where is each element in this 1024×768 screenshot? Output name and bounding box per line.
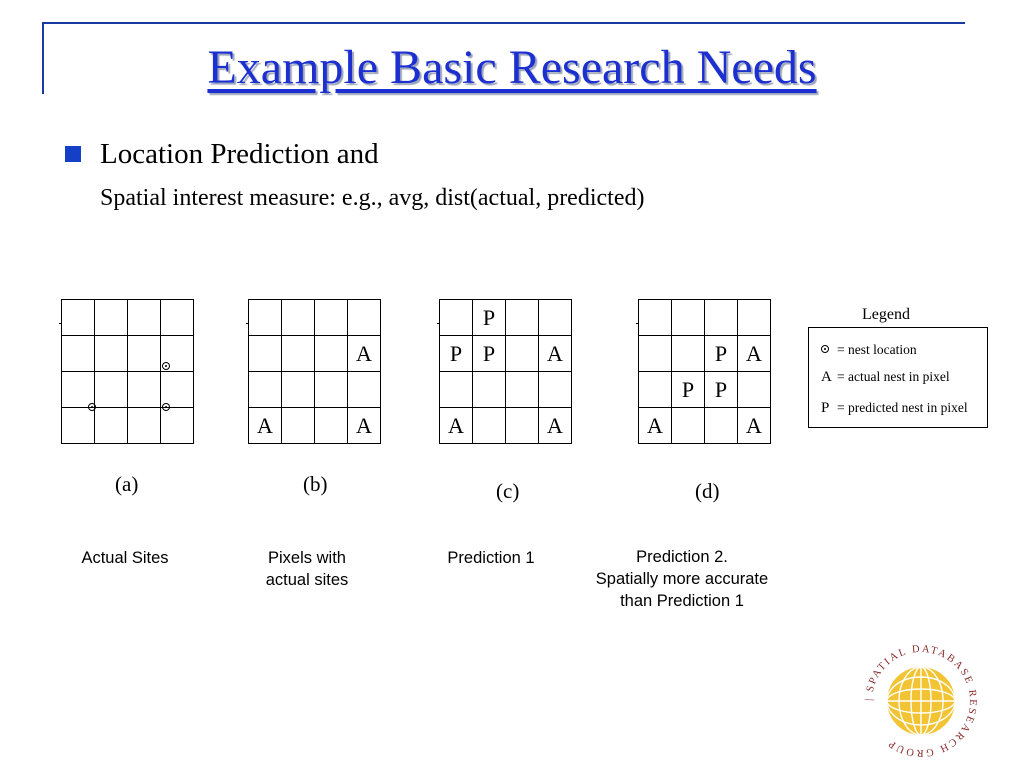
grid-cell (440, 300, 473, 336)
nest-icon (821, 344, 837, 354)
grid-cell (161, 408, 194, 444)
grid-cell (95, 300, 128, 336)
grid-cell: P (705, 372, 738, 408)
description-line: Prediction 2. (636, 548, 728, 566)
grid-cell (249, 372, 282, 408)
grid-cell (128, 336, 161, 372)
caption-c: (c) (496, 479, 520, 503)
description-a (55, 547, 195, 569)
grid-cell (639, 336, 672, 372)
grid-cell: A (440, 408, 473, 444)
bullet-square-icon (65, 146, 81, 162)
grid-cell (738, 372, 771, 408)
grid-cell (95, 372, 128, 408)
sub-bullet-text: Spatial interest measure: e.g., avg, dist(actual, predicted) (100, 185, 645, 211)
grid-cell: A (348, 408, 381, 444)
legend-symbol: A (821, 369, 832, 385)
caption-b: (b) (303, 472, 328, 496)
grid-cell (315, 408, 348, 444)
grid-cell (315, 300, 348, 336)
caption-d: (d) (695, 479, 720, 503)
nest-icon (162, 403, 170, 411)
grid-cell (128, 408, 161, 444)
grid-cell (705, 408, 738, 444)
bullet-text: Location Prediction and (100, 138, 379, 170)
grid-cell (282, 372, 315, 408)
grid-cell: A (539, 336, 572, 372)
grid-cell (62, 300, 95, 336)
grid-cell (95, 336, 128, 372)
grid-b (248, 299, 381, 444)
caption-a: (a) (115, 472, 139, 496)
grid-cell (282, 408, 315, 444)
logo-ring-text: | SPATIAL DATABASE RESEARCH GROUP (863, 643, 979, 759)
description-line: Actual Sites (81, 549, 169, 567)
grid-cell (473, 408, 506, 444)
description-line: Prediction 1 (447, 549, 535, 567)
spatial-database-research-group-logo (862, 642, 980, 760)
grid-cell: A (249, 408, 282, 444)
grid-cell: A (539, 408, 572, 444)
grid-cell (348, 300, 381, 336)
grid-cell: A (639, 408, 672, 444)
grid-cell: P (705, 336, 738, 372)
grid-cell (672, 336, 705, 372)
grid-cell (639, 372, 672, 408)
grid-cell (348, 372, 381, 408)
legend-row-actual (821, 369, 950, 386)
grid-cell (506, 300, 539, 336)
grid-cell (95, 408, 128, 444)
grid-cell (161, 336, 194, 372)
nest-icon (88, 403, 96, 411)
grid-a (61, 299, 194, 444)
description-line: actual sites (265, 571, 349, 589)
grid-cell (62, 336, 95, 372)
grid-cell (672, 300, 705, 336)
grid-cell: P (672, 372, 705, 408)
nest-icon (162, 362, 170, 370)
grid-cell (506, 408, 539, 444)
description-c (421, 547, 561, 569)
description-d (570, 546, 794, 612)
grid-cell (705, 300, 738, 336)
grid-cell (249, 300, 282, 336)
grid-cell: P (440, 336, 473, 372)
grid-cell (128, 300, 161, 336)
grid-cell (161, 300, 194, 336)
grid-cell: A (348, 336, 381, 372)
legend-text: = actual nest in pixel (837, 369, 950, 384)
grid-cell: A (738, 336, 771, 372)
grid-cell (128, 372, 161, 408)
legend-title: Legend (862, 306, 910, 323)
legend-text: = nest location (837, 342, 917, 357)
grid-cell (282, 300, 315, 336)
grid-cell (315, 336, 348, 372)
grid-cell (639, 300, 672, 336)
legend-symbol: P (821, 400, 830, 416)
grid-cell: P (473, 336, 506, 372)
description-line: Spatially more accurate (595, 570, 769, 588)
grid-cell (62, 408, 95, 444)
grid-cell (315, 372, 348, 408)
grid-cell (539, 372, 572, 408)
grid-cell: A (738, 408, 771, 444)
legend-text: = predicted nest in pixel (837, 400, 968, 415)
grid-cell (282, 336, 315, 372)
grid-cell (672, 408, 705, 444)
grid-c (439, 299, 572, 444)
slide-frame-top (42, 22, 965, 24)
description-b (237, 547, 377, 591)
grid-cell (539, 300, 572, 336)
slide-title: Example Basic Research Needs (207, 41, 817, 94)
grid-d (638, 299, 771, 444)
grid-cell (738, 300, 771, 336)
legend-row-nest (821, 342, 917, 358)
grid-cell (249, 336, 282, 372)
grid-cell (506, 372, 539, 408)
legend-row-predicted (821, 400, 968, 417)
description-line: Pixels with (268, 549, 346, 567)
legend (808, 327, 988, 428)
grid-cell (506, 336, 539, 372)
grid-cell (440, 372, 473, 408)
grid-cell (473, 372, 506, 408)
description-line: than Prediction 1 (620, 592, 744, 610)
grid-cell: P (473, 300, 506, 336)
